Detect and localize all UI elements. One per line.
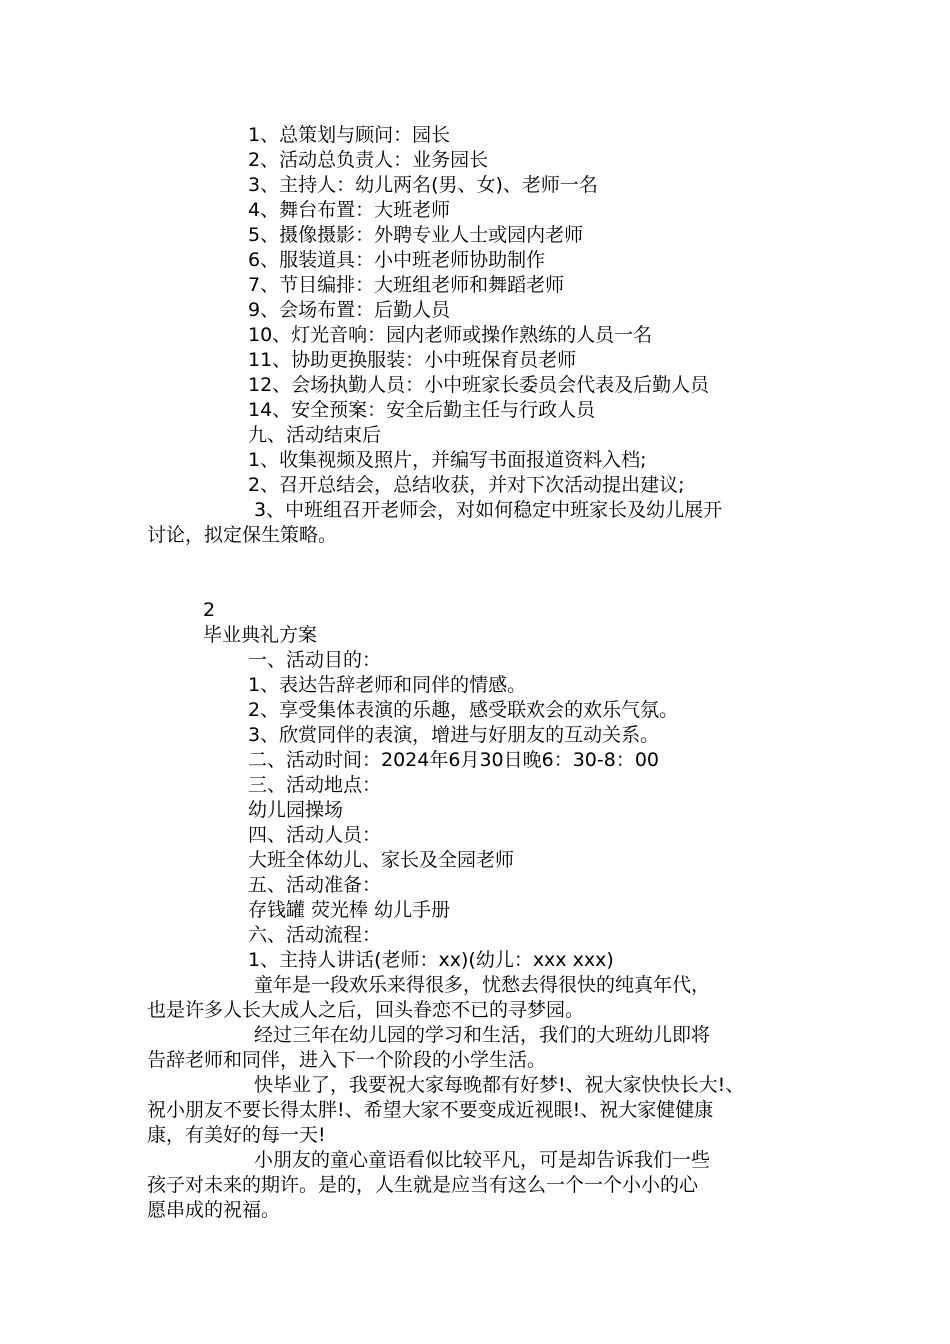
paragraph-line: 讨论，拟定保生策略。: [147, 524, 338, 546]
list-item: 9、会场布置：后勤人员: [248, 299, 451, 321]
list-item: 3、欣赏同伴的表演，增进与好朋友的互动关系。: [248, 724, 660, 746]
paragraph-line: 也是许多人长大成人之后，回头眷恋不已的寻梦园。: [147, 999, 585, 1021]
list-item: 14、安全预案：安全后勤主任与行政人员: [248, 399, 596, 421]
paragraph-line: 告辞老师和同伴，进入下一个阶段的小学生活。: [147, 1049, 547, 1071]
section-heading: 九、活动结束后: [248, 424, 382, 446]
list-item: 10、灯光音响：园内老师或操作熟练的人员一名: [248, 324, 653, 346]
list-item: 6、服装道具：小中班老师协助制作: [248, 249, 546, 271]
list-item: 7、节目编排：大班组老师和舞蹈老师: [248, 274, 565, 296]
list-item: 4、舞台布置：大班老师: [248, 199, 451, 221]
section-heading: 二、活动时间：2024年6月30日晚6：30-8：00: [248, 749, 660, 771]
section-heading: 四、活动人员：: [248, 824, 382, 846]
section-heading: 五、活动准备：: [248, 874, 382, 896]
paragraph-line: 康，有美好的每一天!: [147, 1124, 326, 1146]
paragraph-line: 孩子对未来的期许。是的，人生就是应当有这么一个一个小小的心: [147, 1174, 699, 1196]
list-item: 1、总策划与顾问：园长: [248, 124, 451, 146]
paragraph-line: 快毕业了，我要祝大家每晚都有好梦!、祝大家快快长大!、: [254, 1074, 745, 1096]
section-heading: 六、活动流程：: [248, 924, 382, 946]
paragraph-line: 小朋友的童心童语看似比较平凡，可是却告诉我们一些: [254, 1149, 711, 1171]
list-item: 1、收集视频及照片，并编写书面报道资料入档;: [248, 449, 647, 471]
list-item: 1、表达告辞老师和同伴的情感。: [248, 674, 527, 696]
section-heading: 一、活动目的：: [248, 649, 382, 671]
list-item: 2、召开总结会，总结收获，并对下次活动提出建议;: [248, 474, 685, 496]
list-item: 12、会场执勤人员：小中班家长委员会代表及后勤人员: [248, 374, 710, 396]
paragraph-line: 3、中班组召开老师会，对如何稳定中班家长及幼儿展开: [254, 499, 723, 521]
list-item: 存钱罐 荧光棒 幼儿手册: [248, 899, 451, 921]
list-item: 大班全体幼儿、家长及全园老师: [248, 849, 515, 871]
paragraph-line: 愿串成的祝福。: [147, 1199, 281, 1221]
list-item: 1、主持人讲话(老师：xx)(幼儿：xxx xxx): [248, 949, 614, 971]
paragraph-line: 祝小朋友不要长得太胖!、希望大家不要变成近视眼!、祝大家健健康: [147, 1099, 714, 1121]
paragraph-line: 童年是一段欢乐来得很多，忧愁去得很快的纯真年代，: [254, 974, 711, 996]
list-item: 3、主持人：幼儿两名(男、女)、老师一名: [248, 174, 598, 196]
paragraph-line: 经过三年在幼儿园的学习和生活，我们的大班幼儿即将: [254, 1024, 711, 1046]
page-number: 2: [203, 599, 216, 621]
list-item: 11、协助更换服装：小中班保育员老师: [248, 349, 577, 371]
list-item: 幼儿园操场: [248, 799, 344, 821]
document-title: 毕业典礼方案: [203, 624, 318, 646]
list-item: 2、活动总负责人：业务园长: [248, 149, 489, 171]
list-item: 2、享受集体表演的乐趣，感受联欢会的欢乐气氛。: [248, 699, 679, 721]
section-heading: 三、活动地点：: [248, 774, 382, 796]
list-item: 5、摄像摄影：外聘专业人士或园内老师: [248, 224, 584, 246]
